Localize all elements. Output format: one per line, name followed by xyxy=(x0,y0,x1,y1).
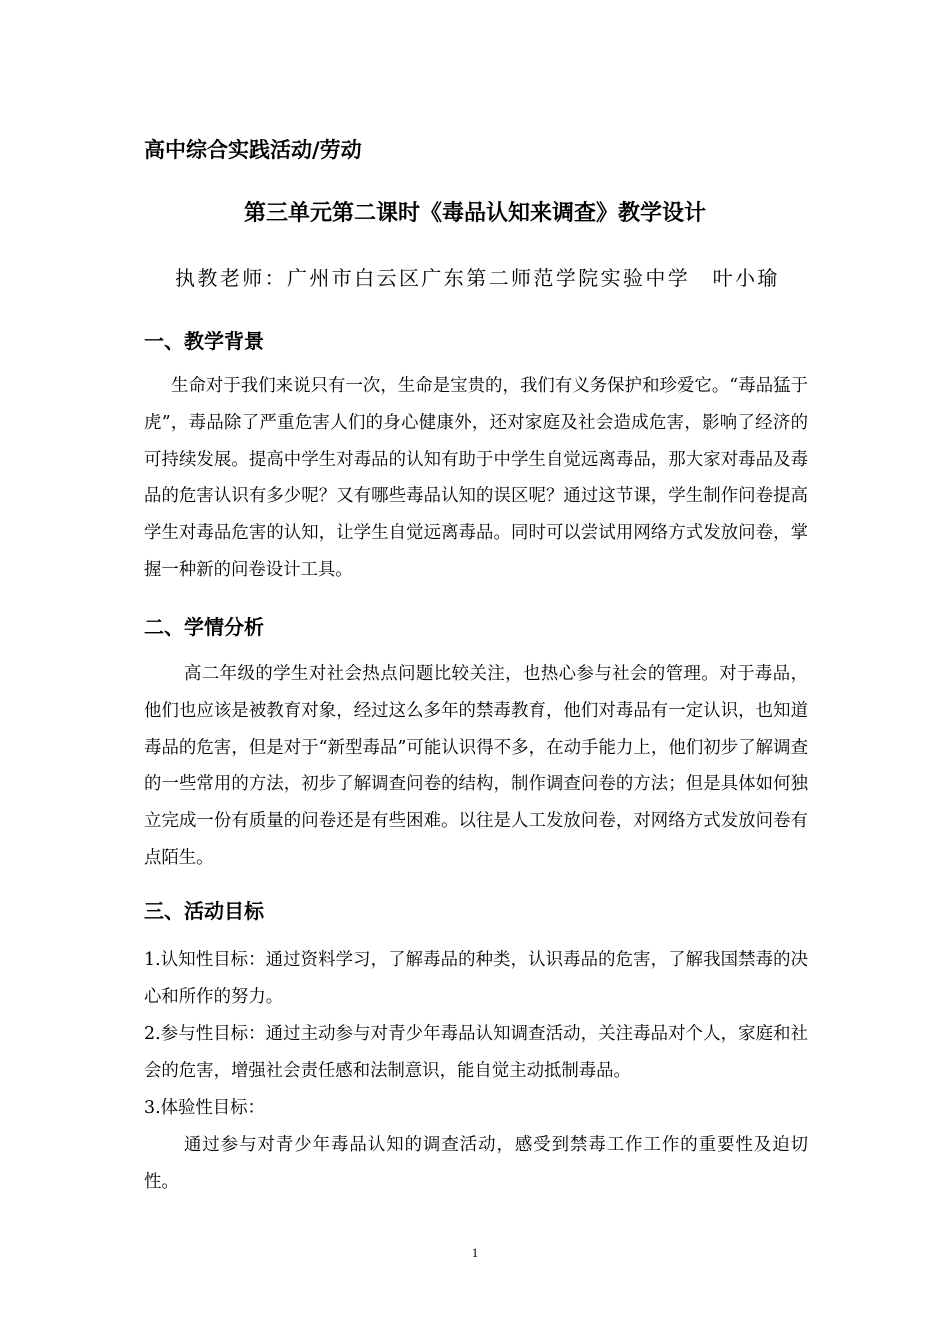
document-title: 第三单元第二课时《毒品认知来调查》教学设计 xyxy=(243,201,706,226)
section-heading-background: 一、教学背景 xyxy=(144,329,264,353)
subject-label: 高中综合实践活动/劳动 xyxy=(144,138,362,162)
goal-experiential-label: 3.体验性目标： xyxy=(144,1098,265,1118)
section-heading-learner-analysis: 二、学情分析 xyxy=(144,615,264,639)
section-body-learner-analysis: 高二年级的学生对社会热点问题比较关注，也热心参与社会的管理。对于毒品，他们也应该是被教育对象，经过这么多年的禁毒教育，他们对毒品有一定认识，也知道毒品的危害，但是对于“新型毒品”可能认识得不多，在动手能力上，他们初步了解调查的一些常用的方法，初步了解调查问卷的结构，制作调查问卷的方法；但是具体如何独立完成一份有质量的问卷还是有些困难。以往是人工发放问卷，对网络方式发放问卷有点陌生。 xyxy=(144,664,808,868)
section-body-background: 生命对于我们来说只有一次，生命是宝贵的，我们有义务保护和珍爱它。“毒品猛于虎”，毒品除了严重危害人们的身心健康外，还对家庭及社会造成危害，影响了经济的可持续发展。提高中学生对毒品的认知有助于中学生自觉远离毒品，那大家对毒品及毒品的危害认识有多少呢？又有哪些毒品认知的误区呢？通过这节课，学生制作问卷提高学生对毒品危害的认知，让学生自觉远离毒品。同时可以尝试用网络方式发放问卷，掌握一种新的问卷设计工具。 xyxy=(144,376,808,580)
goal-experiential-body: 通过参与对青少年毒品认知的调查活动，感受到禁毒工作工作的重要性及迫切性。 xyxy=(144,1135,808,1192)
section-heading-activity-goals: 三、活动目标 xyxy=(144,899,264,923)
goal-cognitive: 1.认知性目标：通过资料学习，了解毒品的种类，认识毒品的危害，了解我国禁毒的决心和所作的努力。 xyxy=(144,950,808,1007)
teacher-info: 执教老师：广州市白云区广东第二师范学院实验中学 叶小瑜 xyxy=(175,266,780,290)
goal-participatory: 2.参与性目标：通过主动参与对青少年毒品认知调查活动，关注毒品对个人，家庭和社会的危害，增强社会责任感和法制意识，能自觉主动抵制毒品。 xyxy=(144,1024,808,1081)
page-number: 1 xyxy=(471,1245,479,1260)
